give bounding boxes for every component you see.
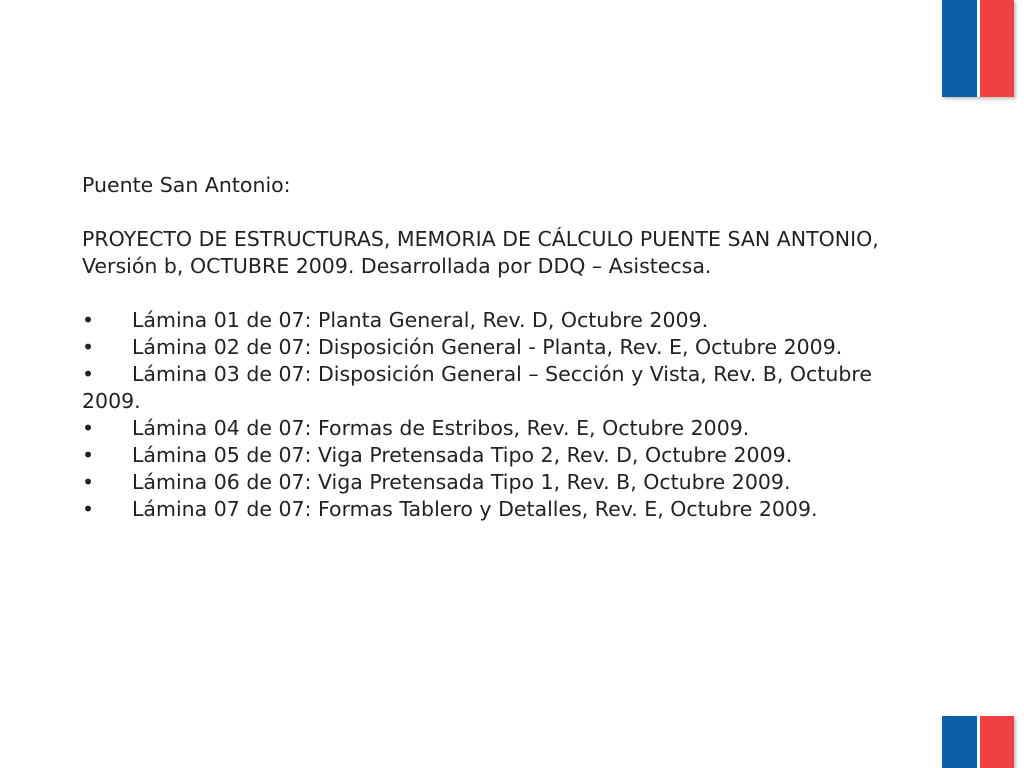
document-body	[82, 172, 882, 523]
list-item-text: Lámina 01 de 07: Planta General, Rev. D, Octubre 2009.	[132, 308, 709, 332]
list-item-text: Lámina 02 de 07: Disposición General - Planta, Rev. E, Octubre 2009.	[132, 335, 843, 359]
list-item	[82, 442, 882, 469]
list-item	[82, 496, 882, 523]
bullet-icon: •	[82, 497, 95, 521]
bullet-icon: •	[82, 362, 95, 386]
list-item-text: Lámina 03 de 07: Disposición General – Sección y Vista, Rev. B, Octubre 2009.	[82, 362, 872, 413]
bullet-icon: •	[82, 335, 95, 359]
list-item-text: Lámina 05 de 07: Viga Pretensada Tipo 2, Rev. D, Octubre 2009.	[132, 443, 793, 467]
bullet-icon: •	[82, 443, 95, 467]
flag-decoration-top	[942, 0, 1014, 97]
list-item	[82, 361, 882, 415]
flag-red-stripe	[980, 716, 1015, 768]
bullet-icon: •	[82, 308, 95, 332]
bullet-icon: •	[82, 416, 95, 440]
document-heading: Puente San Antonio:	[82, 173, 291, 197]
bullet-icon: •	[82, 470, 95, 494]
list-item	[82, 334, 882, 361]
document-paragraph: PROYECTO DE ESTRUCTURAS, MEMORIA DE CÁLCULO PUENTE SAN ANTONIO, Versión b, OCTUBRE 2009. Desarrollada por DDQ – Asistecsa.	[82, 227, 879, 278]
flag-decoration-bottom	[942, 716, 1014, 768]
list-item	[82, 469, 882, 496]
list-item	[82, 307, 882, 334]
list-item-text: Lámina 04 de 07: Formas de Estribos, Rev. E, Octubre 2009.	[132, 416, 750, 440]
flag-red-stripe	[980, 0, 1015, 97]
list-item-text: Lámina 07 de 07: Formas Tablero y Detalles, Rev. E, Octubre 2009.	[132, 497, 818, 521]
list-item	[82, 415, 882, 442]
list-item-text: Lámina 06 de 07: Viga Pretensada Tipo 1, Rev. B, Octubre 2009.	[132, 470, 791, 494]
flag-blue-stripe	[942, 716, 977, 768]
flag-blue-stripe	[942, 0, 977, 97]
